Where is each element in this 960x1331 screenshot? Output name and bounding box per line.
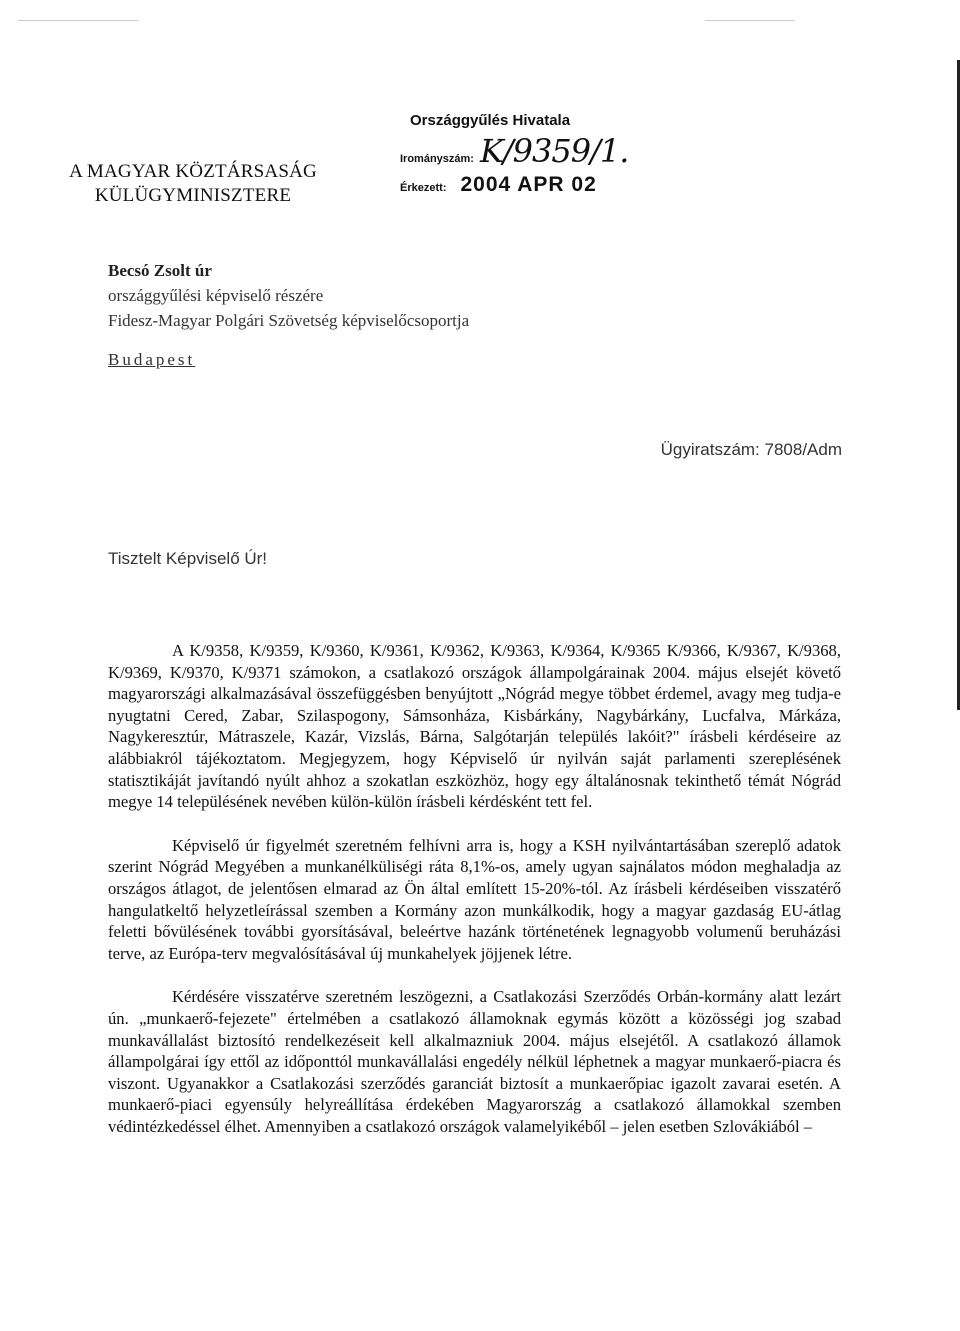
salutation: Tisztelt Képviselő Úr! — [108, 549, 268, 568]
body-paragraph-3: Kérdésére visszatérve szeretném leszögezni, a Csatlakozási Szerződés Orbán-kormány alatt lezárt ún. „munkaerő-fejezete" értelmében a csatlakozó államoknak egymás között a közösségi jog szabad munkavállalást biztosító rendelkezéseit kell alkalmazniuk 2004. május elsejétől. A csatlakozó államok állampolgárai így ettől az időponttól munkavállalási engedély nélkül léphetnek a magyar munkaerő-piacra és viszont. Ugyanakkor a Csatlakozási szerződés garanciát biztosít a munkaerőpiac igazolt zavarai esetén. A munkaerő-piaci egyensúly helyreállítása érdekében Magyarország a csatlakozó államokkal szemben védintézkedéssel élhet. Amennyiben a csatlakozó országok valamelyikéből – jelen esetben Szlovákiából – — [108, 987, 841, 1136]
body-paragraph-1: A K/9358, K/9359, K/9360, K/9361, K/9362, K/9363, K/9364, K/9365 K/9366, K/9367, K/9368, K/9369, K/9370, K/9371 számokon, a csatlakozó országok állampolgárainak 2004. május elsejét követő magyarországi alkalmazásával összefüggésben benyújtott „Nógrád megye többet érdemel, avagy meg tudja-e nyugtatni Cered, Zabar, Szilaspogony, Sámsonháza, Kisbárkány, Nagybárkány, Lucfalva, Márkáza, Nagykeresztúr, Mátraszele, Kazár, Vizslás, Bárna, Salgótarján település lakóit?" írásbeli kérdéseire az alábbiakról tájékoztatom. Megjegyzem, hogy Képviselő úr nyilván saját parlamenti szereplésének statisztikáját javítandó nyúlt ahhoz a szokatlan eszközhöz, hogy egy általánosnak tekinthető témát Nógrád megye 14 településének nevében külön-külön írásbeli kérdésként tett fel. — [108, 641, 841, 812]
letter-body — [108, 640, 841, 1137]
received-stamp — [400, 112, 629, 197]
addressee-name: Becsó Zsolt úr — [108, 261, 212, 280]
stamp-date-row — [400, 173, 600, 197]
addressee-block — [108, 258, 469, 333]
case-number: Ügyiratszám: 7808/Adm — [660, 440, 842, 459]
stamp-irom-row — [400, 132, 629, 170]
stamp-date-value: 2004 APR 02 — [460, 173, 597, 196]
letterhead-line2: KÜLÜGYMINISZTERE — [94, 185, 292, 206]
letterhead — [58, 160, 328, 208]
scan-mark — [705, 20, 795, 21]
addressee-group: Fidesz-Magyar Polgári Szövetség képviselőcsoportja — [108, 311, 470, 330]
scan-mark — [18, 20, 138, 21]
letterhead-line1: A MAGYAR KÖZTÁRSASÁG — [69, 161, 317, 182]
stamp-irom-value: K/9359/1. — [479, 132, 629, 170]
addressee-city: Budapest — [108, 350, 196, 369]
stamp-date-label: Érkezett: — [400, 182, 447, 194]
body-paragraph-2: Képviselő úr figyelmét szeretném felhívni arra is, hogy a KSH nyilvántartásában szereplő adatok szerint Nógrád Megyében a munkanélküliségi ráta 8,1%-os, amely ugyan sajnálatos módon meghaladja az országos átlagot, de jelentősen elmarad az Ön által említett 15-20%-tól. Az írásbeli kérdéseiben visszatérő hangulatkeltő helyzetleírással szemben a Kormány azon munkálkodik, hogy a magyar gazdaság EU-átlag feletti bővülésének további gyorsításával, beleértve hazánk történetének legnagyobb volumenű beruházási terve, az Európa-terv megvalósításával új munkahelyek jöjjenek létre. — [108, 835, 841, 963]
addressee-role: országgyűlési képviselő részére — [108, 286, 324, 305]
stamp-irom-label: Irományszám: — [400, 153, 474, 165]
stamp-title: Országgyűlés Hivatala — [410, 112, 571, 129]
